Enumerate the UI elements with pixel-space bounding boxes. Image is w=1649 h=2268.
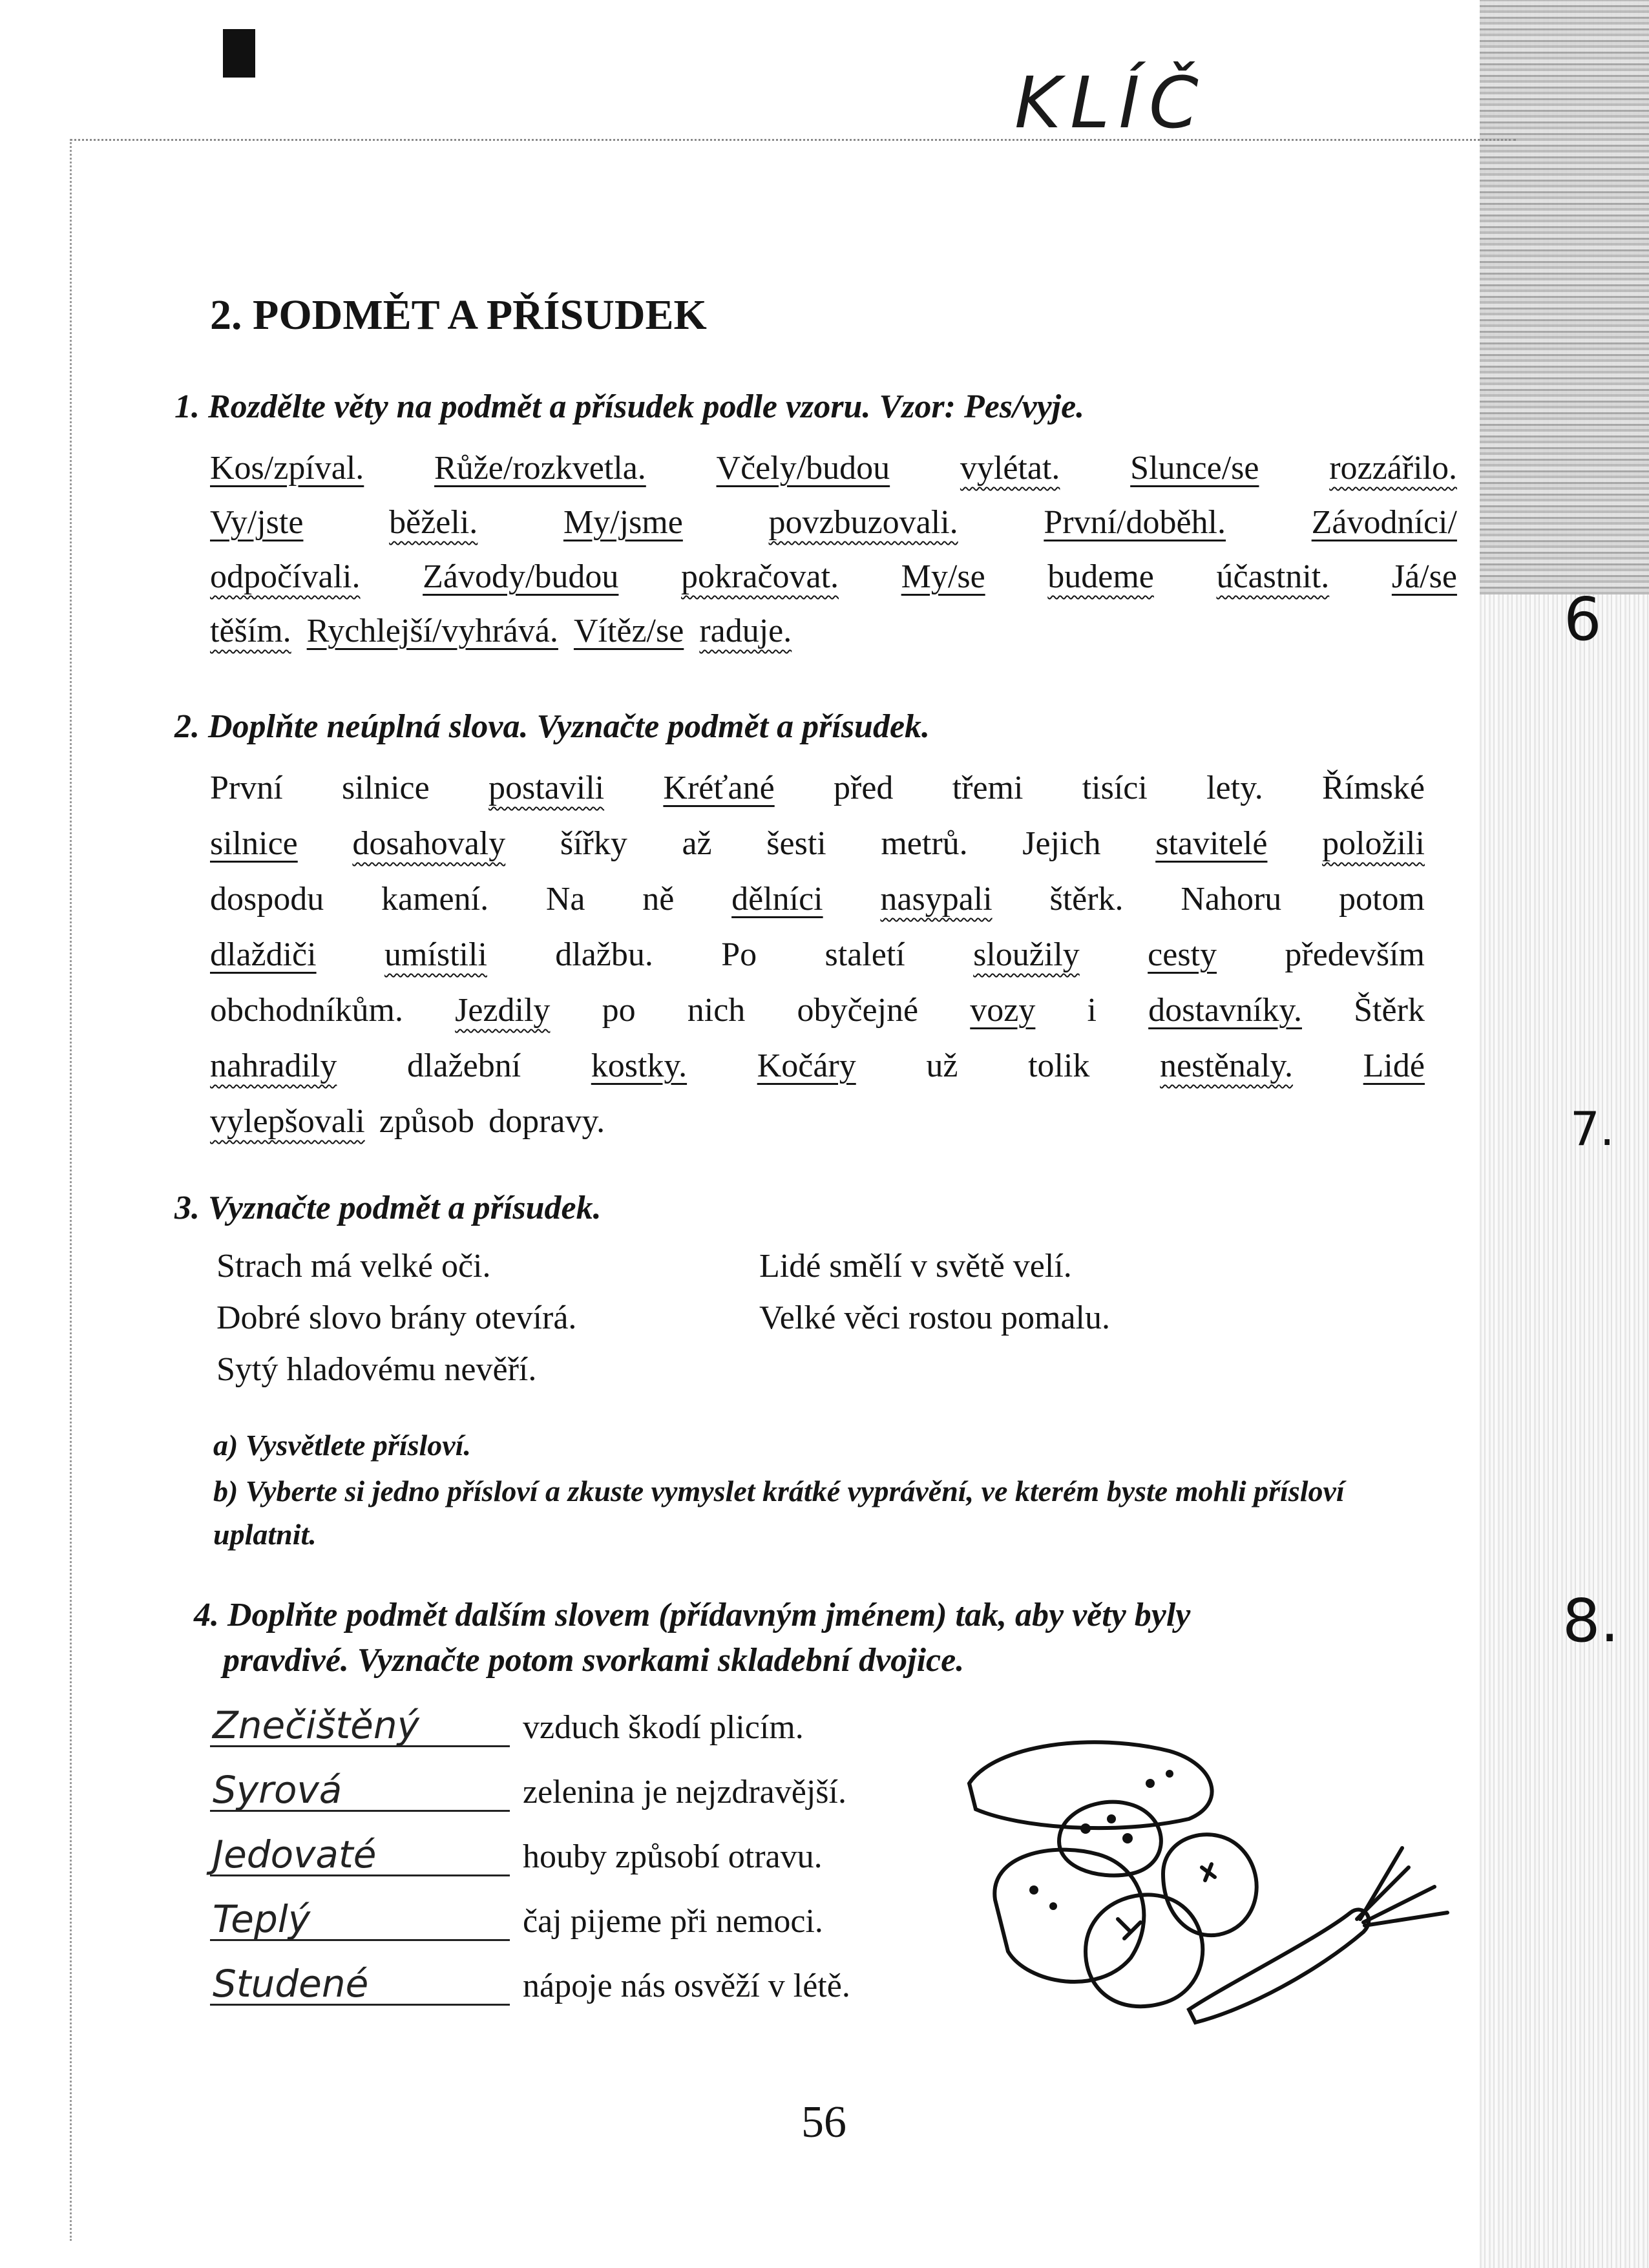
word: nasypali (880, 881, 993, 918)
task3-instruction: 3. Vyznačte podmět a přísudek. (174, 1190, 602, 1226)
word: První (210, 770, 283, 806)
task1-line-1 (210, 449, 1457, 503)
fill-blank[interactable]: Jedovaté (210, 1835, 510, 1876)
word: Závody/budou (423, 558, 619, 595)
word: Římské (1322, 770, 1425, 806)
fill-row (210, 1770, 846, 1812)
margin-mark-7: 7. (1570, 1102, 1615, 1156)
word: odpočívali. (210, 558, 361, 595)
word: postavili (488, 770, 605, 806)
word: nahradily (210, 1047, 337, 1084)
task3-sub-b: b) Vyberte si jedno přísloví a zkuste vymyslet krátké vyprávění, ve kterém byste mohli přísloví uplatnit. (213, 1475, 1345, 1551)
word: už (926, 1047, 958, 1084)
task1-text: 1. Rozdělte věty na podmět a přísudek podle vzoru. (174, 388, 871, 425)
margin-mark-8: 8. (1562, 1586, 1619, 1655)
word: Štěrk (1354, 992, 1425, 1029)
word: Na (545, 881, 585, 918)
word: Kos/zpíval. (210, 450, 364, 487)
word: My/jsme (563, 504, 683, 541)
word: První/doběhl. (1044, 504, 1226, 541)
proverb: Sytý hladovému nevěří. (216, 1351, 537, 1388)
word: účastnit. (1216, 558, 1330, 595)
fill-blank[interactable]: Studené (210, 1964, 510, 2006)
word: Vy/jste (210, 504, 304, 541)
proverbs-right (759, 1247, 1110, 1350)
proverbs-left (216, 1247, 576, 1402)
task2-line-1 (210, 769, 1425, 824)
word: obyčejné (797, 992, 919, 1029)
fill-blank[interactable]: Teplý (210, 1900, 510, 1941)
word: metrů. (881, 825, 968, 862)
scan-mark (223, 29, 255, 78)
carrot (1189, 1909, 1369, 2022)
word: Já/se (1391, 558, 1457, 595)
tomato (1163, 1834, 1257, 1935)
word: lety. (1206, 770, 1263, 806)
vegetables-illustration (956, 1706, 1460, 2068)
fill-text: houby způsobí otravu. (523, 1838, 823, 1875)
word: dlaždiči (210, 936, 317, 973)
word: staletí (824, 936, 905, 973)
fill-text: čaj pijeme při nemoci. (523, 1903, 823, 1940)
task2-line-4 (210, 936, 1425, 991)
word: dopravy. (488, 1103, 605, 1140)
word: před (834, 770, 894, 806)
word: Jejich (1022, 825, 1101, 862)
word: umístili (384, 936, 487, 973)
word: šířky (560, 825, 627, 862)
word: Kočáry (757, 1047, 856, 1084)
word: až (682, 825, 712, 862)
word: My/se (901, 558, 985, 595)
word: Včely/budou (716, 450, 890, 487)
word: Jezdily (455, 992, 551, 1029)
word: silnice (210, 825, 298, 862)
task2-line-5 (210, 991, 1425, 1047)
task2-line-2 (210, 824, 1425, 880)
word: obchodníkům. (210, 992, 403, 1029)
word: nestěnaly. (1160, 1047, 1294, 1084)
word: stavitelé (1155, 825, 1268, 862)
fill-text: zelenina je nejzdravější. (523, 1774, 846, 1811)
word: budeme (1047, 558, 1154, 595)
word: štěrk. (1049, 881, 1124, 918)
word: způsob (379, 1103, 475, 1140)
task2-line-6 (210, 1047, 1425, 1102)
word: Vítěz/se (573, 613, 684, 649)
task2-lines (210, 769, 1425, 1158)
fill-row (210, 1964, 850, 2006)
proverb: Velké věci rostou pomalu. (759, 1299, 1110, 1336)
task2-line-7 (210, 1102, 1425, 1158)
word: sloužily (973, 936, 1080, 973)
fill-text: nápoje nás osvěží v létě. (523, 1968, 850, 2004)
fill-text: vzduch škodí plicím. (523, 1709, 804, 1746)
word: těším. (210, 613, 291, 649)
word: Lidé (1363, 1047, 1425, 1084)
carrot-leaves (1357, 1848, 1447, 1926)
task2-instruction: 2. Doplňte neúplná slova. Vyznačte podmět a přísudek. (174, 708, 930, 745)
word: vozy (970, 992, 1036, 1029)
cucumber (969, 1742, 1212, 1828)
word: Po (721, 936, 757, 973)
word: Závodníci/ (1311, 504, 1457, 541)
word: i (1087, 992, 1097, 1029)
key-mark: KLÍČ (1014, 61, 1208, 144)
word: třemi (952, 770, 1024, 806)
fill-blank[interactable]: Znečištěný (210, 1706, 510, 1747)
word: dlažební (407, 1047, 521, 1084)
page-number: 56 (801, 2097, 846, 2147)
word: cesty (1148, 936, 1217, 973)
proverb: Dobré slovo brány otevírá. (216, 1299, 577, 1336)
word: tisíci (1082, 770, 1148, 806)
proverb: Strach má velké oči. (216, 1248, 491, 1285)
task1-example: Vzor: Pes/vyje. (879, 388, 1085, 425)
task1-line-3 (210, 558, 1457, 612)
word: ně (642, 881, 675, 918)
word: kamení. (381, 881, 489, 918)
task1-line-2 (210, 503, 1457, 558)
proverb: Lidé smělí v světě velí. (759, 1248, 1072, 1285)
fill-row (210, 1832, 823, 1876)
task4-instruction-2: pravdivé. Vyznačte potom svorkami skladební dvojice. (223, 1642, 965, 1679)
task1-line-4 (210, 612, 1457, 666)
word: dosahovaly (352, 825, 506, 862)
potato (1059, 1802, 1161, 1876)
word: dospodu (210, 881, 324, 918)
word: položili (1322, 825, 1425, 862)
word: Slunce/se (1130, 450, 1259, 487)
task2-line-3 (210, 880, 1425, 936)
word: dlažbu. (555, 936, 653, 973)
task4-instruction-1: 4. Doplňte podmět dalším slovem (přídavným jménem) tak, aby věty byly (194, 1597, 1191, 1633)
word: raduje. (699, 613, 792, 649)
fill-blank[interactable]: Syrová (210, 1770, 510, 1812)
word: především (1285, 936, 1425, 973)
word: povzbuzovali. (768, 504, 958, 541)
margin-mark-6: 6 (1564, 585, 1602, 654)
task1-lines (210, 449, 1457, 666)
word: Kréťané (663, 770, 775, 806)
word: běželi. (389, 504, 478, 541)
word: dostavníky. (1148, 992, 1302, 1029)
word: rozzářilo. (1329, 450, 1457, 487)
word: po (602, 992, 636, 1029)
word: Rychlejší/vyhrává. (306, 613, 558, 649)
word: Nahoru (1181, 881, 1282, 918)
word: vylepšovali (210, 1103, 365, 1140)
word: pokračovat. (681, 558, 839, 595)
word: vylétat. (960, 450, 1060, 487)
word: potom (1339, 881, 1425, 918)
word: Růže/rozkvetla. (434, 450, 646, 487)
fill-row (210, 1703, 804, 1747)
word: tolik (1028, 1047, 1090, 1084)
word: silnice (341, 770, 430, 806)
fill-row (210, 1897, 823, 1941)
word: dělníci (731, 881, 823, 918)
task1-instruction (174, 388, 1084, 426)
word: šesti (766, 825, 826, 862)
word: kostky. (591, 1047, 688, 1084)
word: nich (687, 992, 746, 1029)
task3-sub-a: a) Vysvětlete přísloví. (213, 1429, 471, 1462)
pepper (994, 1850, 1144, 1982)
section-title: 2. PODMĚT A PŘÍSUDEK (210, 291, 707, 339)
